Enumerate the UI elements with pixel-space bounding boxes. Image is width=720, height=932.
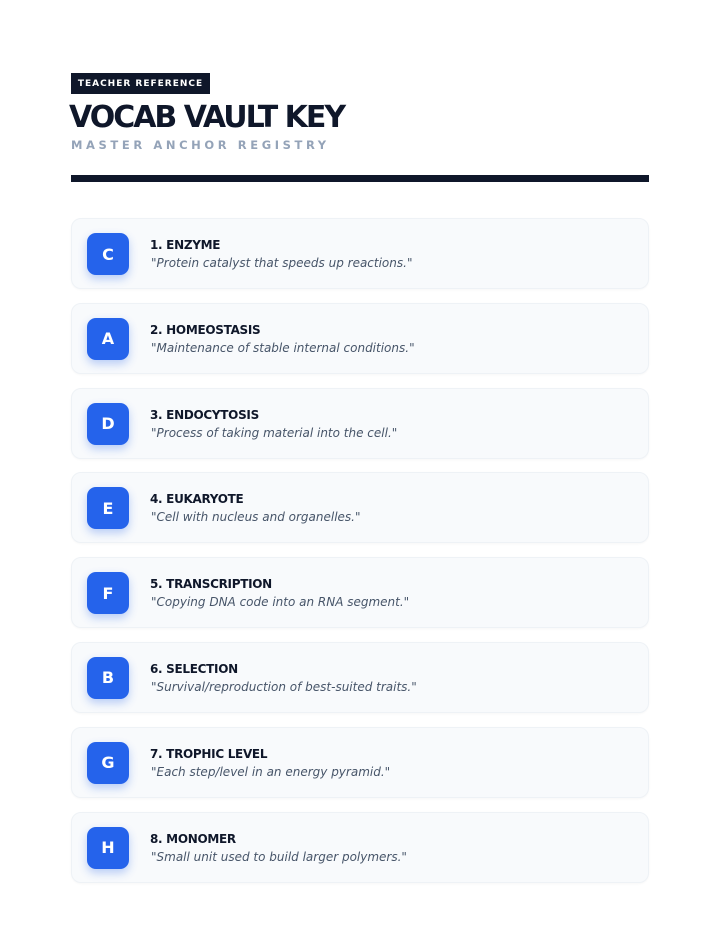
- vocab-term: 6. SELECTION: [150, 661, 238, 676]
- answer-letter-badge: A: [87, 318, 129, 360]
- answer-letter-badge: G: [87, 742, 129, 784]
- answer-letter-badge: D: [87, 403, 129, 445]
- vocab-term: 3. ENDOCYTOSIS: [150, 407, 259, 422]
- answer-key-list: [71, 218, 649, 896]
- vocab-definition: "Each step/level in an energy pyramid.": [151, 764, 391, 779]
- answer-key-item: [71, 388, 649, 459]
- vocab-definition: "Copying DNA code into an RNA segment.": [151, 595, 410, 610]
- answer-key-item: [71, 727, 649, 798]
- answer-letter-badge: C: [87, 233, 129, 275]
- answer-key-item: [71, 812, 649, 883]
- answer-key-item: [71, 557, 649, 628]
- vocab-definition: "Maintenance of stable internal conditions.": [151, 340, 415, 355]
- vocab-term: 7. TROPHIC LEVEL: [150, 746, 268, 761]
- vocab-definition: "Process of taking material into the cell.": [151, 425, 398, 440]
- page-subtitle: MASTER ANCHOR REGISTRY: [71, 138, 330, 152]
- answer-letter-badge: H: [87, 827, 129, 869]
- vocab-term: 8. MONOMER: [150, 831, 236, 846]
- vocab-definition: "Survival/reproduction of best-suited traits.": [151, 679, 417, 694]
- vocab-definition: "Cell with nucleus and organelles.": [151, 510, 361, 525]
- answer-letter-badge: B: [87, 657, 129, 699]
- vocab-definition: "Protein catalyst that speeds up reactions.": [151, 256, 413, 270]
- answer-letter-badge: F: [87, 572, 129, 614]
- answer-key-item: [71, 642, 649, 713]
- vocab-term: 2. HOMEOSTASIS: [150, 322, 261, 337]
- vocab-term: 5. TRANSCRIPTION: [150, 577, 272, 592]
- teacher-reference-badge: TEACHER REFERENCE: [71, 73, 210, 94]
- answer-key-item: [71, 218, 649, 289]
- answer-key-item: [71, 472, 649, 543]
- vocab-term: 1. ENZYME: [150, 238, 221, 252]
- answer-letter-badge: E: [87, 487, 129, 529]
- answer-key-item: [71, 303, 649, 374]
- header-divider: [71, 175, 649, 182]
- vocab-definition: "Small unit used to build larger polymers.": [151, 849, 407, 864]
- page-title: VOCAB VAULT KEY: [69, 100, 345, 135]
- vocab-term: 4. EUKARYOTE: [150, 492, 244, 507]
